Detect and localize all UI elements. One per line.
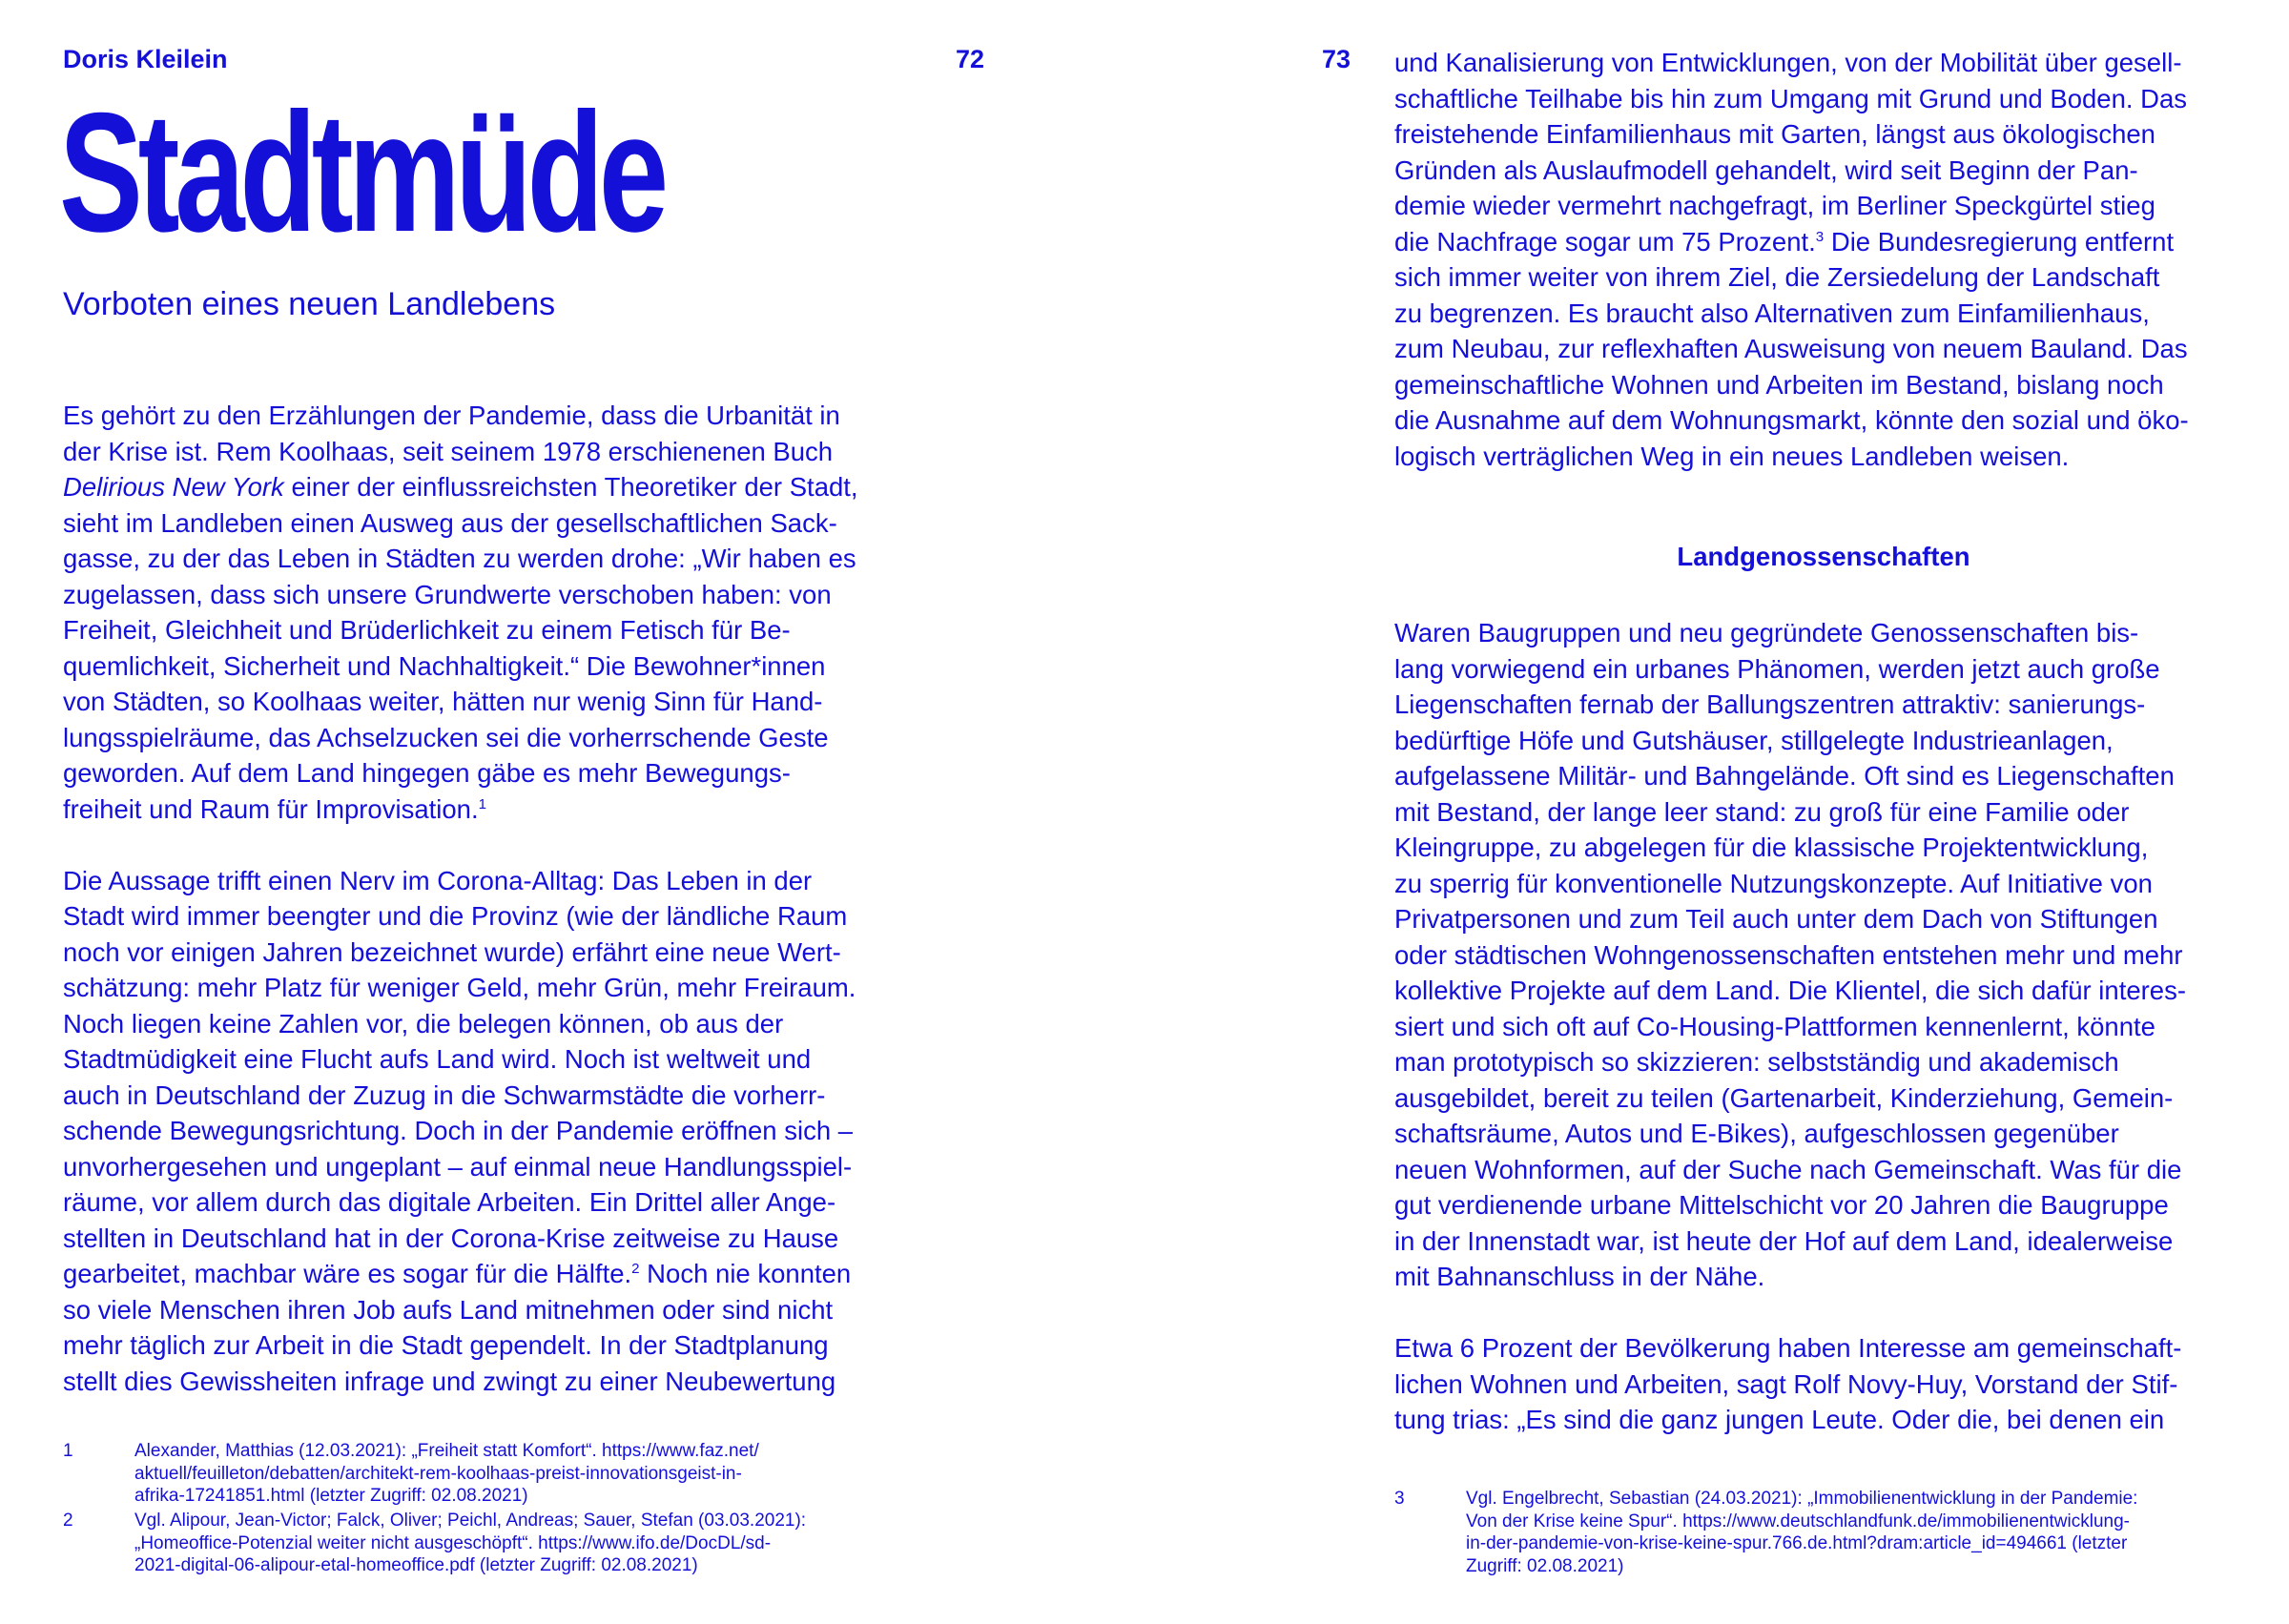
text-line: mit Bestand, der lange leer stand: zu groß für eine Familie oder	[1394, 796, 2130, 827]
page-number-left: 72	[956, 45, 985, 73]
text-line: die Nachfrage sogar um 75 Prozent.$^3$ Die Bundesregierung entfernt	[1394, 226, 2175, 257]
text-line: räume, vor allem durch das digitale Arbeiten. Ein Drittel aller Ange-	[63, 1187, 836, 1217]
text-line: schende Bewegungsrichtung. Doch in der Pandemie eröffnen sich –	[63, 1116, 854, 1145]
text-line: von Städten, so Koolhaas weiter, hätten nur wenig Sinn für Hand-	[63, 687, 823, 716]
author-name: Doris Kleilein	[63, 45, 228, 73]
text-line: geworden. Auf dem Land hingegen gäbe es mehr Bewegungs-	[63, 758, 791, 788]
text-line: aufgelassene Militär- und Bahngelände. Oft sind es Liegenschaften	[1394, 761, 2175, 791]
footnote-1	[63, 1440, 921, 1511]
text-line: Etwa 6 Prozent der Bevölkerung haben Interesse am gemeinschaft-	[1394, 1333, 2182, 1363]
text-line: unvorhergesehen und ungeplant – auf einmal neue Handlungsspiel-	[63, 1151, 853, 1182]
text-line: noch vor einigen Jahren bezeichnet wurde) erfährt eine neue Wert-	[63, 936, 841, 967]
text-line: schätzung: mehr Platz für weniger Geld, mehr Grün, mehr Freiraum.	[63, 973, 856, 1002]
text-line: so viele Menschen ihren Job aufs Land mitnehmen oder sind nicht	[63, 1294, 834, 1325]
text-line: Waren Baugruppen und neu gegründete Genossenschaften bis-	[1394, 618, 2139, 648]
text-line: Noch liegen keine Zahlen vor, die belegen können, ob aus der	[63, 1008, 784, 1038]
footnote-line: in-der-pandemie-von-krise-keine-spur.766.de.html?dram:article_id=494661 (letzter	[1466, 1533, 2128, 1553]
text-line: freistehende Einfamilienhaus mit Garten, längst aus ökologischen	[1394, 119, 2155, 149]
footnote-line: 2021-digital-06-alipour-etal-homeoffice.pdf (letzter Zugriff: 02.08.2021)	[134, 1555, 698, 1575]
text-line: lang vorwiegend ein urbanes Phänomen, werden jetzt auch große	[1394, 653, 2160, 684]
text-line: Stadtmüdigkeit eine Flucht aufs Land wird. Noch ist weltweit und	[63, 1044, 812, 1074]
footnote-line: afrika-17241851.html (letzter Zugriff: 02.08.2021)	[134, 1486, 528, 1506]
footnote-line: Alexander, Matthias (12.03.2021): „Freiheit statt Komfort“. https://www.faz.net/	[134, 1441, 759, 1461]
footnote-ref: 2	[631, 1260, 640, 1277]
text-line: der Krise ist. Rem Koolhaas, seit seinem 1978 erschienenen Buch	[63, 436, 834, 466]
book-title-italic: Delirious New York	[63, 472, 284, 502]
section-subheading: Landgenossenschaften	[1677, 542, 1970, 571]
text-line: zum Neubau, zur reflexhaften Ausweisung von neuem Bauland. Das	[1394, 334, 2188, 363]
text-line: zugelassen, dass sich unsere Grundwerte verschoben haben: von	[63, 579, 832, 609]
footnote-text	[134, 1440, 897, 1508]
footnote-text	[134, 1510, 897, 1577]
footnote-line: aktuell/feuilleton/debatten/architekt-rem-koolhaas-preist-innovationsgeist-in-	[134, 1463, 742, 1484]
text-line: und Kanalisierung von Entwicklungen, von der Mobilität über gesell-	[1394, 48, 2182, 77]
page-number-right: 73	[1322, 45, 1351, 73]
text-line: gemeinschaftliche Wohnen und Arbeiten im Bestand, bislang noch	[1394, 369, 2164, 400]
text-line: Stadt wird immer beengter und die Provinz (wie der ländliche Raum	[63, 901, 848, 931]
text-line: neuen Wohnformen, auf der Suche nach Gemeinschaft. Was für die	[1394, 1154, 2182, 1184]
text-line: zu sperrig für konventionelle Nutzungskonzepte. Auf Initiative von	[1394, 868, 2153, 898]
text-line: siert und sich oft auf Co-Housing-Plattformen kennenlernt, könnte	[1394, 1011, 2155, 1041]
right-body-text-bottom	[1394, 615, 2253, 1438]
text-line: lungsspielräume, das Achselzucken sei die vorherrschende Geste	[63, 722, 829, 752]
text-line: quemlichkeit, Sicherheit und Nachhaltigkeit.“ Die Bewohner*innen	[63, 650, 826, 681]
text-line: in der Innenstadt war, ist heute der Hof auf dem Land, idealerweise	[1394, 1225, 2174, 1256]
text-line: schaftsräume, Autos und E-Bikes), aufgeschlossen gegenüber	[1394, 1119, 2119, 1148]
text-line: die Ausnahme auf dem Wohnungsmarkt, könnte den sozial und öko-	[1394, 405, 2189, 435]
paragraph	[1394, 1330, 2253, 1438]
text-line: demie wieder vermehrt nachgefragt, im Berliner Speckgürtel stieg	[1394, 191, 2155, 220]
footnote-3	[1394, 1488, 2253, 1583]
text-line: logisch verträglichen Weg in ein neues Landleben weisen.	[1394, 441, 2070, 471]
text-line: freiheit und Raum für Improvisation.$^1$	[63, 793, 487, 824]
article-title: Stadtmüde	[59, 77, 664, 267]
footnote-line: Vgl. Engelbrecht, Sebastian (24.03.2021): „Immobilienentwicklung in der Pandemie:	[1466, 1489, 2138, 1509]
text-line: Kleingruppe, zu abgelegen für die klassische Projektentwicklung,	[1394, 833, 2149, 862]
footnote-number: 3	[1394, 1489, 1405, 1509]
text-line: stellten in Deutschland hat in der Corona-Krise zeitweise zu Hause	[63, 1223, 839, 1253]
text-line: stellt dies Gewissheiten infrage und zwingt zu einer Neubewertung	[63, 1366, 836, 1396]
article-subtitle: Vorboten eines neuen Landlebens	[63, 286, 556, 322]
text-line: sieht im Landleben einen Ausweg aus der gesellschaftlichen Sack-	[63, 507, 837, 538]
footnote-line: Zugriff: 02.08.2021)	[1466, 1555, 1624, 1576]
left-body-text	[63, 398, 921, 1399]
footnote-line: „Homeoffice-Potenzial weiter nicht ausgeschöpft“. https://www.ifo.de/DocDL/sd-	[134, 1532, 772, 1553]
text-line: Die Aussage trifft einen Nerv im Corona-Alltag: Das Leben in der	[63, 865, 813, 895]
text-line: zu begrenzen. Es braucht also Alternativen zum Einfamilienhaus,	[1394, 298, 2150, 328]
footnote-2	[63, 1510, 921, 1581]
text-line: lichen Wohnen und Arbeiten, sagt Rolf Novy-Huy, Vorstand der Stif-	[1394, 1368, 2178, 1399]
text-line: schaftliche Teilhabe bis hin zum Umgang mit Grund und Boden. Das	[1394, 83, 2188, 113]
footnote-ref: 3	[1815, 228, 1825, 245]
text-line: gearbeitet, machbar wäre es sogar für die Hälfte.$^2$ Noch nie konnten	[63, 1259, 852, 1288]
footnote-text	[1466, 1488, 2229, 1577]
text-line: Es gehört zu den Erzählungen der Pandemie, dass die Urbanität in	[63, 401, 840, 430]
text-line: gasse, zu der das Leben in Städten zu werden drohe: „Wir haben es	[63, 544, 856, 573]
text-line: mehr täglich zur Arbeit in die Stadt gependelt. In der Stadtplanung	[63, 1330, 829, 1360]
paragraph	[63, 398, 921, 827]
paragraph	[1394, 615, 2253, 1295]
footnote-line: Von der Krise keine Spur“. https://www.deutschlandfunk.de/immobilienentwicklung-	[1466, 1511, 2130, 1531]
text-line: ausgebildet, bereit zu teilen (Gartenarbeit, Kinderziehung, Gemein-	[1394, 1082, 2174, 1113]
text-line: oder städtischen Wohngenossenschaften entstehen mehr und mehr	[1394, 939, 2183, 970]
text-line: Freiheit, Gleichheit und Brüderlichkeit zu einem Fetisch für Be-	[63, 615, 791, 645]
paragraph	[63, 863, 921, 1400]
right-body-text-top	[1394, 45, 2253, 474]
paragraph	[1394, 45, 2253, 474]
footnote-number: 1	[63, 1441, 73, 1461]
text-line: bedürftige Höfe und Gutshäuser, stillgelegte Industrieanlagen,	[1394, 725, 2114, 755]
text-line: man prototypisch so skizzieren: selbstständig und akademisch	[1394, 1047, 2119, 1077]
text-line: tung trias: „Es sind die ganz jungen Leute. Oder die, bei denen ein	[1394, 1405, 2165, 1434]
text-line: Liegenschaften fernab der Ballungszentren attraktiv: sanierungs-	[1394, 689, 2146, 719]
footnote-number: 2	[63, 1511, 73, 1531]
text-line: Delirious New York einer der einflussreichsten Theoretiker der Stadt,	[63, 472, 858, 502]
text-line: Privatpersonen und zum Teil auch unter dem Dach von Stiftungen	[1394, 904, 2158, 934]
text-line: mit Bahnanschluss in der Nähe.	[1394, 1262, 1765, 1291]
text-line: auch in Deutschland der Zuzug in die Schwarmstädte die vorherr-	[63, 1079, 826, 1110]
text-line: Gründen als Auslaufmodell gehandelt, wird seit Beginn der Pan-	[1394, 154, 2138, 185]
text-line: gut verdienende urbane Mittelschicht vor 20 Jahren die Baugruppe	[1394, 1190, 2169, 1220]
text-line: kollektive Projekte auf dem Land. Die Klientel, die sich dafür interes-	[1394, 976, 2187, 1005]
text-line: sich immer weiter von ihrem Ziel, die Zersiedelung der Landschaft	[1394, 262, 2160, 292]
footnote-line: Vgl. Alipour, Jean-Victor; Falck, Oliver; Peichl, Andreas; Sauer, Stefan (03.03.2021):	[134, 1511, 807, 1531]
footnote-ref: 1	[478, 795, 487, 812]
